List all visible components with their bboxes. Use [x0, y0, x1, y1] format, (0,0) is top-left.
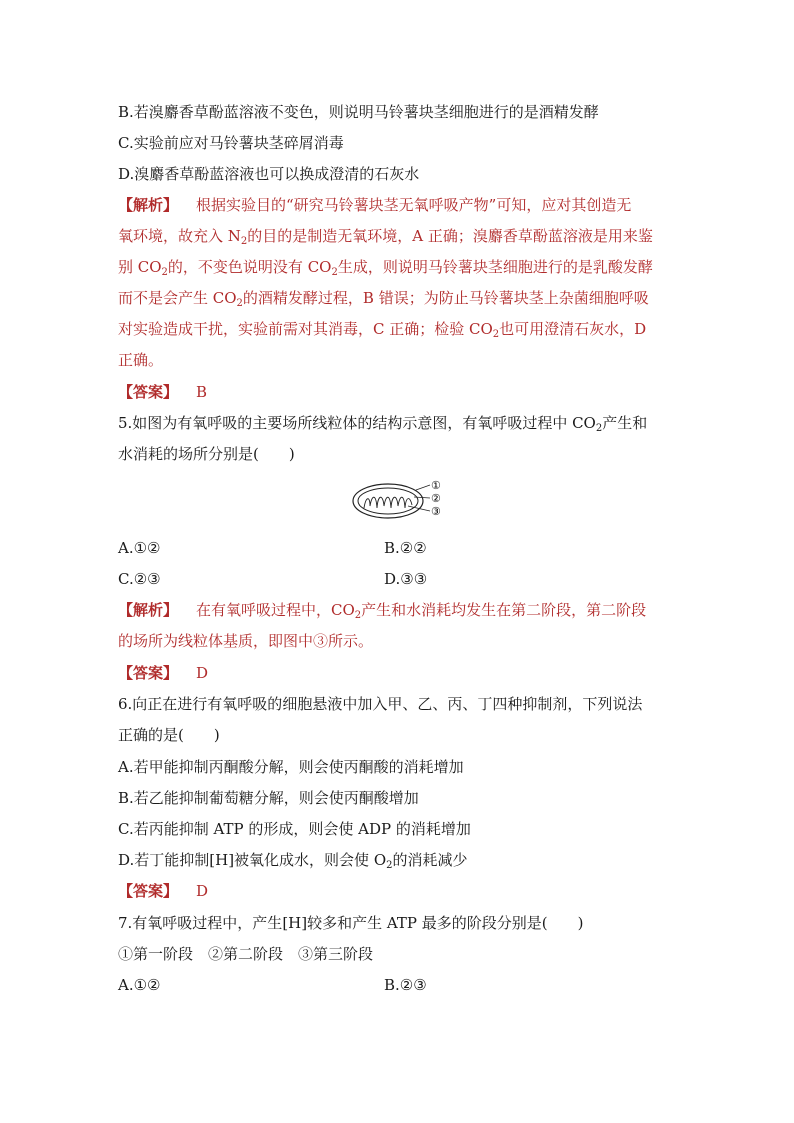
label-1: ①	[431, 479, 441, 492]
q5-option-c: C.②③	[118, 570, 161, 588]
q4-analysis-line-4: 而不是会产生 $CO_2$的酒精发酵过程，B 错误；为防止马铃薯块茎上杂菌细胞呼吸	[118, 289, 649, 309]
q4-option-c: C.实验前应对马铃薯块茎碎屑消毒	[118, 134, 344, 152]
analysis-tag: 【解析】	[118, 196, 179, 214]
q5-option-b: B.②②	[384, 539, 427, 557]
label-2: ②	[431, 492, 441, 505]
q5-options-row-1	[118, 538, 161, 558]
q5-stem-line-1: 5.如图为有氧呼吸的主要场所线粒体的结构示意图，有氧呼吸过程中 $CO_2$产生和	[118, 414, 648, 434]
answer-value: D	[196, 664, 209, 682]
q5-analysis-line-1: 【解析】 在有氧呼吸过程中，$CO_2$产生和水消耗均发生在第二阶段，第二阶段	[118, 601, 647, 621]
q7-stages: ①第一阶段 ②第二阶段 ③第三阶段	[118, 945, 374, 963]
mitochondrion-diagram	[350, 478, 450, 524]
q4-analysis-text: 根据实验目的“研究马铃薯块茎无氧呼吸产物”可知，应对其创造无	[196, 196, 632, 214]
q4-answer	[118, 382, 207, 402]
q4-analysis-line-3: 别 $CO_2$的，不变色说明没有 $CO_2$生成，则说明马铃薯块茎细胞进行的是乳酸发酵	[118, 258, 653, 278]
answer-tag: 【答案】	[118, 882, 179, 900]
q5-answer	[118, 663, 208, 683]
q4-analysis-line-2: 氧环境，故充入 $N_2$的目的是制造无氧环境，A 正确；溴麝香草酚蓝溶液是用来鉴	[118, 227, 653, 247]
label-3: ③	[431, 505, 441, 518]
q7-stem: 7.有氧呼吸过程中，产生[H]较多和产生 ATP 最多的阶段分别是( )	[118, 914, 584, 932]
q7-option-a: A.①②	[118, 976, 161, 994]
q7-option-b: B.②③	[384, 976, 427, 994]
q4-analysis-line-6: 正确。	[118, 351, 164, 369]
q6-option-a: A.若甲能抑制丙酮酸分解，则会使丙酮酸的消耗增加	[118, 758, 464, 776]
q5-option-d: D.③③	[384, 570, 428, 588]
answer-tag: 【答案】	[118, 664, 179, 682]
q6-stem-line-2: 正确的是( )	[118, 726, 220, 744]
q4-option-b: B.若溴麝香草酚蓝溶液不变色，则说明马铃薯块茎细胞进行的是酒精发酵	[118, 103, 599, 121]
q5-analysis-line-2: 的场所为线粒体基质，即图中③所示。	[118, 632, 374, 650]
q5-option-a: A.①②	[118, 539, 161, 557]
q4-analysis-line-5: 对实验造成干扰，实验前需对其消毒，C 正确；检验 $CO_2$也可用澄清石灰水，D	[118, 320, 647, 340]
analysis-tag: 【解析】	[118, 601, 179, 619]
q6-option-d: D.若丁能抑制[H]被氧化成水，则会使 $O_2$的消耗减少	[118, 851, 468, 871]
q4-option-d: D.溴麝香草酚蓝溶液也可以换成澄清的石灰水	[118, 165, 420, 183]
q5-stem-line-2: 水消耗的场所分别是( )	[118, 445, 295, 463]
answer-tag: 【答案】	[118, 383, 179, 401]
q6-option-b: B.若乙能抑制葡萄糖分解，则会使丙酮酸增加	[118, 789, 419, 807]
q6-option-c: C.若丙能抑制 ATP 的形成，则会使 ADP 的消耗增加	[118, 820, 471, 838]
answer-value: D	[196, 882, 209, 900]
answer-value: B	[196, 383, 208, 401]
q6-answer	[118, 881, 208, 901]
q6-stem-line-1: 6.向正在进行有氧呼吸的细胞悬液中加入甲、乙、丙、丁四种抑制剂，下列说法	[118, 695, 643, 713]
q4-analysis-line-1	[118, 195, 631, 215]
